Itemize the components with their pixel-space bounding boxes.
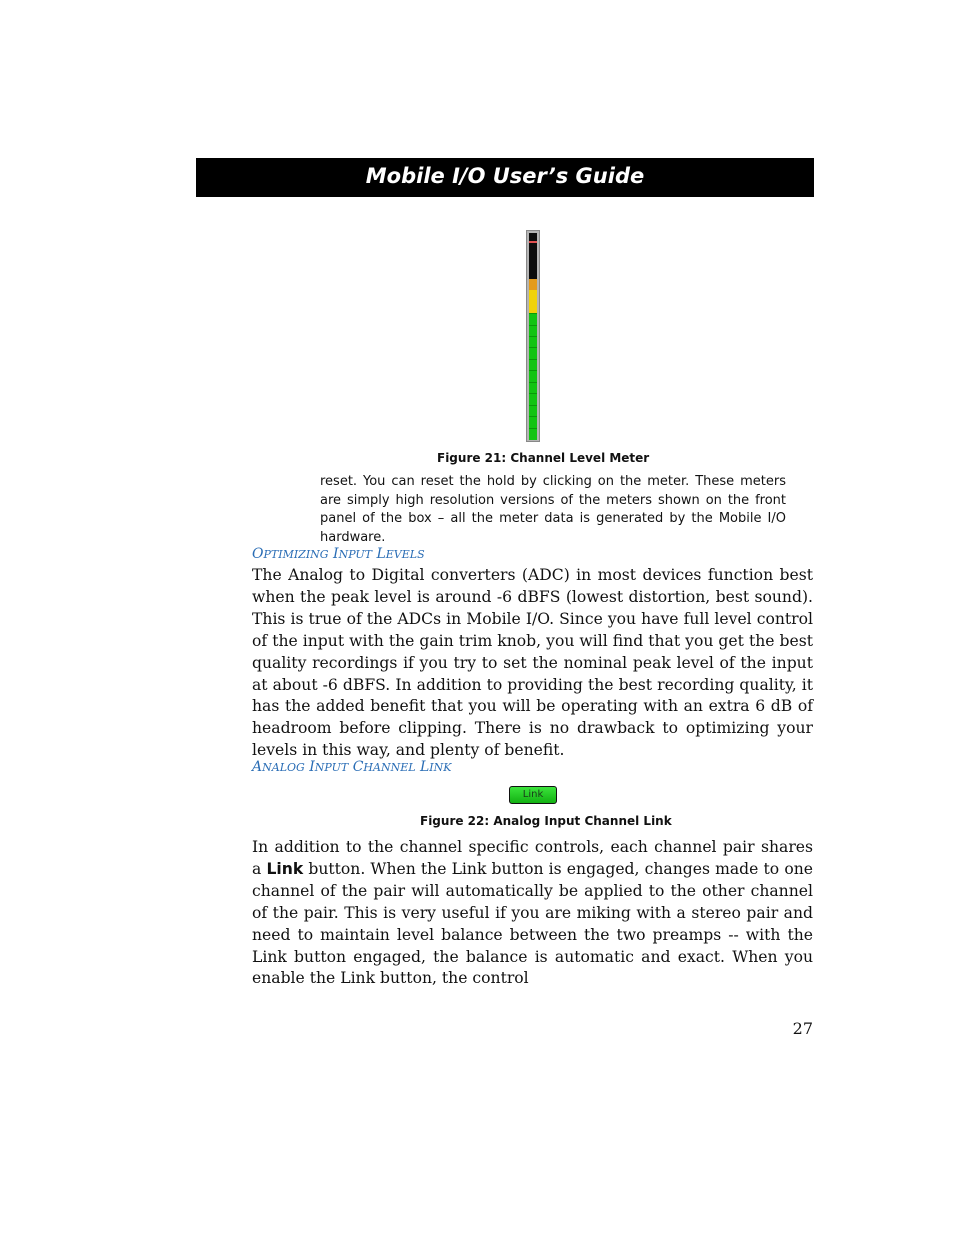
meter-peak-hold-indicator (529, 241, 537, 243)
channel-level-meter[interactable] (526, 230, 540, 442)
meter-segment-green (529, 428, 537, 440)
meter-description-paragraph: reset. You can reset the hold by clicking on the meter. These meters are simply high resolution versions of the meters shown on the front panel of the box – all the meter data is generated by the Mobile I/O hardware. (320, 474, 786, 545)
link-button[interactable]: Link (509, 786, 557, 804)
optimizing-levels-paragraph: The Analog to Digital converters (ADC) in most devices function best when the peak level is around -6 dBFS (lowest distortion, best sound). This is true of the ADCs in Mobile I/O. Since you have full level control of the input with the gain trim knob, you will find that you get the best quality recordings if you try to set the nominal peak level of the input at about -6 dBFS. In addition to providing the best recording quality, it has the added benefit that you will be operating with an extra 6 dB of headroom before clipping. There is no drawback to optimizing your levels in this way, and plenty of benefit. (252, 566, 813, 760)
figure-21-caption: Figure 21: Channel Level Meter (437, 451, 650, 465)
meter-segment-dark (529, 267, 537, 278)
meter-segment-dark (529, 244, 537, 255)
section-heading-text: ANALOG INPUT CHANNEL LINK (252, 759, 452, 775)
meter-segments (529, 233, 537, 439)
meter-segment-amber (529, 279, 537, 290)
link-paragraph-text-start: In addition to the channel specific controls, each channel pair shares a (252, 838, 813, 878)
section-heading-optimizing-input-levels (252, 546, 425, 562)
figure-22-caption: Figure 22: Analog Input Channel Link (420, 814, 672, 828)
guide-title: Mobile I/O User’s Guide (365, 164, 645, 188)
link-paragraph-text-end: button. When the Link button is engaged, changes made to one channel of the pair will automatically be applied to the other channel of the pair. This is very useful if you are miking with a stereo pair and need to maintain level balance between the two preamps -- with the Link button engaged, the balance is automatic and exact. When you enable the Link button, the control (252, 859, 813, 988)
section-heading-text: OPTIMIZING INPUT LEVELS (252, 546, 425, 562)
page-header-bar (196, 158, 814, 197)
meter-segment-dark (529, 256, 537, 267)
link-bold-term: Link (266, 859, 304, 878)
meter-segment-yellow (529, 290, 537, 301)
page-number: 27 (792, 1019, 813, 1038)
meter-segment-yellow (529, 302, 537, 313)
section-heading-analog-input-channel-link (252, 759, 452, 775)
channel-link-paragraph (252, 837, 813, 990)
